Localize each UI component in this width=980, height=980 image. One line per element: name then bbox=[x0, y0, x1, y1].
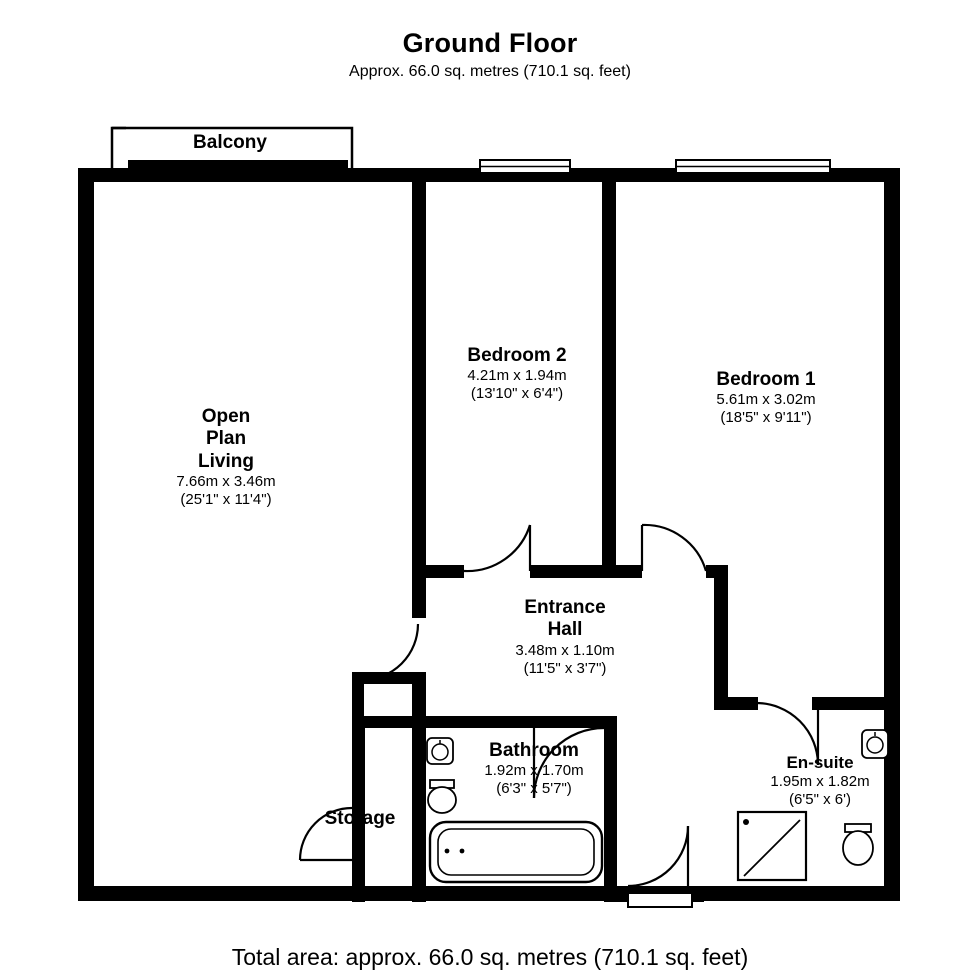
entrance-door bbox=[628, 893, 692, 907]
room-label-open-plan-living: Open Plan Living 7.66m x 3.46m (25'1" x 11'4") bbox=[176, 406, 276, 508]
room-label-en-suite: En-suite 1.95m x 1.82m (6'5" x 6') bbox=[770, 753, 870, 808]
shower-icon bbox=[738, 812, 806, 880]
door-bedroom1 bbox=[642, 525, 706, 571]
toilet-ensuite-icon bbox=[843, 824, 873, 865]
door-living bbox=[362, 624, 418, 680]
room-label-entrance-hall: Entrance Hall 3.48m x 1.10m (11'5" x 3'7") bbox=[515, 597, 615, 677]
page-title: Ground Floor bbox=[402, 28, 578, 58]
door-bedroom2 bbox=[464, 525, 530, 571]
room-label-bedroom-1: Bedroom 1 5.61m x 3.02m (18'5" x 9'11") bbox=[716, 369, 816, 427]
page-subtitle: Approx. 66.0 sq. metres (710.1 sq. feet) bbox=[349, 63, 631, 80]
window-bedroom1 bbox=[676, 160, 830, 173]
room-label-storage: Storage bbox=[324, 808, 396, 829]
door-hall-bottom bbox=[628, 826, 688, 886]
room-label-bedroom-2: Bedroom 2 4.21m x 1.94m (13'10" x 6'4") bbox=[467, 345, 567, 403]
window-bedroom2 bbox=[480, 160, 570, 173]
total-area-text: Total area: approx. 66.0 sq. metres (710.1 sq. feet) bbox=[231, 944, 749, 970]
room-label-balcony: Balcony bbox=[193, 132, 267, 153]
bathtub-icon bbox=[430, 822, 602, 882]
room-label-bathroom: Bathroom 1.92m x 1.70m (6'3" x 5'7") bbox=[484, 740, 584, 798]
